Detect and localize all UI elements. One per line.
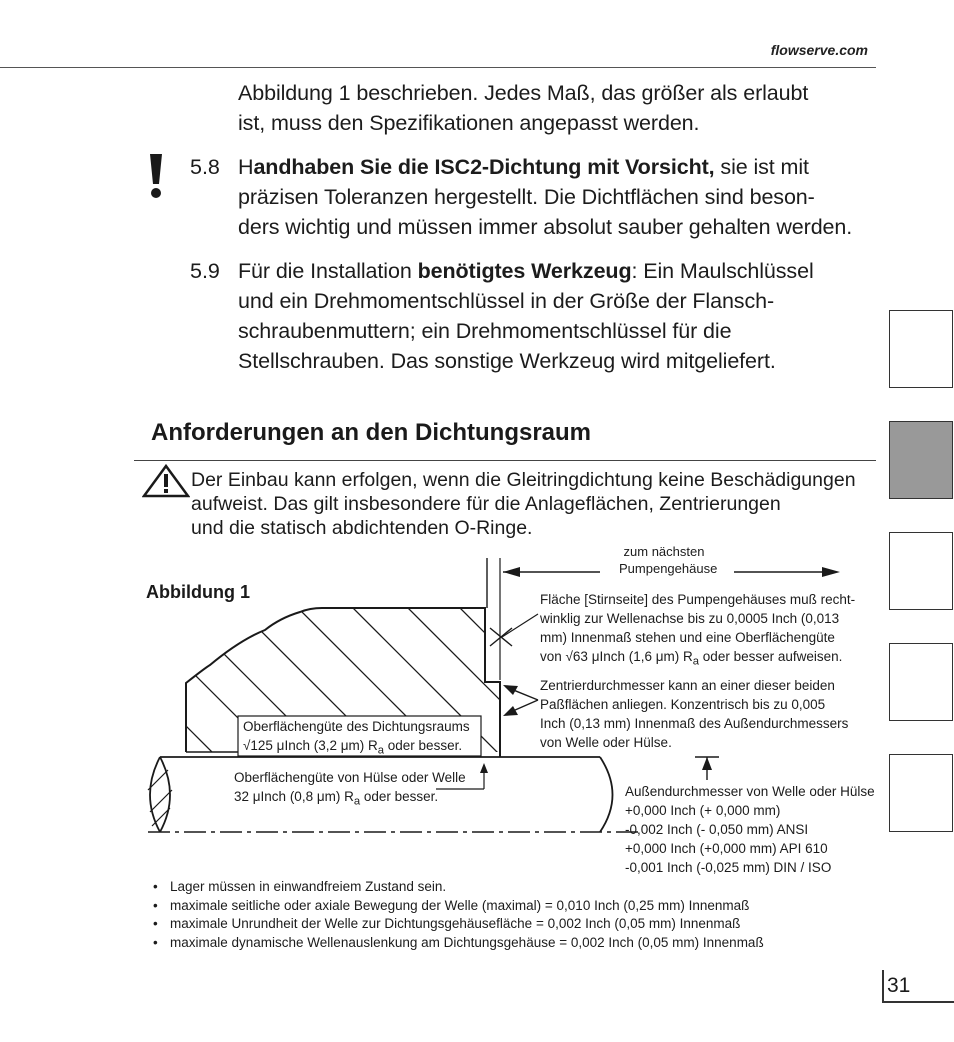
callout-line: Oberflächengüte des Dichtungsraums xyxy=(243,719,470,734)
list-item: • Lager müssen in einwandfreiem Zustand sein. xyxy=(150,878,764,897)
ra-subscript: a xyxy=(353,795,361,808)
callout-text: √125 μInch (3,2 μm) R xyxy=(243,738,378,753)
section-heading: Anforderungen an den Dichtungsraum xyxy=(151,419,592,446)
header-site: flowserve.com xyxy=(770,42,868,58)
warning-line: und die statisch abdichtenden O-Ringe. xyxy=(191,517,533,539)
item-line: Stellschrauben. Das sonstige Werkzeug wird mitgeliefert. xyxy=(238,349,776,373)
pump-housing-label xyxy=(619,543,718,577)
ra-subscript: a xyxy=(377,744,385,757)
face-callout xyxy=(540,590,855,672)
item-line: und ein Drehmomentschlüssel in der Größe der Flansch- xyxy=(238,289,775,313)
lead-bold: andhaben Sie die ISC2-Dichtung mit Vorsicht, xyxy=(253,155,715,179)
callout-line: Zentrierdurchmesser kann an einer dieser beiden xyxy=(540,678,835,693)
intro-line: Abbildung 1 beschrieben. Jedes Maß, das größer als erlaubt xyxy=(238,81,809,105)
callout-line: mm) Innenmaß stehen und eine Oberflächengüte xyxy=(540,630,835,645)
side-tab xyxy=(889,532,953,610)
callout-text: oder besser. xyxy=(384,738,463,753)
callout-line: +0,000 Inch (+0,000 mm) API 610 xyxy=(625,841,828,856)
requirements-list xyxy=(150,878,764,952)
callout-line: winklig zur Wellenachse bis zu 0,0005 Inch (0,013 xyxy=(540,611,840,626)
callout-line: -0,001 Inch (-0,025 mm) DIN / ISO xyxy=(625,860,832,875)
tools-bold: benötigtes Werkzeug xyxy=(417,259,632,283)
list-item: • maximale Unrundheit der Welle zur Dichtungsgehäusefläche = 0,002 Inch (0,05 mm) Innenmaß xyxy=(150,915,764,934)
callout-line: -0,002 Inch (- 0,050 mm) ANSI xyxy=(625,822,809,837)
side-tab xyxy=(889,310,953,388)
callout-line: Außendurchmesser von Welle oder Hülse xyxy=(625,784,875,799)
callout-line xyxy=(540,647,855,672)
page-number: 31 xyxy=(887,974,911,997)
callout-line xyxy=(234,787,466,812)
callout-line xyxy=(243,736,470,761)
centering-callout xyxy=(540,676,848,752)
figure-label: Abbildung 1 xyxy=(146,582,250,602)
ra-subscript: a xyxy=(692,655,700,668)
callout-text: oder besser aufweisen. xyxy=(699,649,843,664)
callout-line: Paßflächen anliegen. Konzentrisch bis zu 0,005 xyxy=(540,697,826,712)
pump-housing-line: zum nächsten xyxy=(623,544,705,559)
callout-text: von √63 μInch (1,6 μm) R xyxy=(540,649,693,664)
page-number-rule xyxy=(882,1001,954,1003)
list-item: • maximale seitliche oder axiale Bewegung der Welle (maximal) = 0,010 Inch (0,25 mm) Innenmaß xyxy=(150,897,764,916)
item-line: präzisen Toleranzen hergestellt. Die Dichtflächen sind beson- xyxy=(238,185,815,209)
item-line: schraubenmuttern; ein Drehmomentschlüssel für die xyxy=(238,319,732,343)
callout-line: Oberflächengüte von Hülse oder Welle xyxy=(234,770,466,785)
side-tab xyxy=(889,754,953,832)
side-tab-active xyxy=(889,421,953,499)
warning-line: aufweist. Das gilt insbesondere für die Anlageflächen, Zentrierungen xyxy=(191,493,781,515)
shaft-right-break xyxy=(600,757,613,832)
intro-line: ist, muss den Spezifikationen angepasst werden. xyxy=(238,111,700,135)
item-number: 5.8 xyxy=(190,155,220,179)
callout-line: von Welle oder Hülse. xyxy=(540,735,672,750)
bore-finish-callout xyxy=(243,717,470,761)
line-rest: sie ist mit xyxy=(714,155,809,179)
sleeve-finish-callout xyxy=(234,768,466,812)
warning-line: Der Einbau kann erfolgen, wenn die Gleitringdichtung keine Beschädigungen xyxy=(191,469,856,491)
list-item: • maximale dynamische Wellenauslenkung am Dichtungsgehäuse = 0,002 Inch (0,05 mm) Innenmaß xyxy=(150,934,764,953)
callout-text: 32 μInch (0,8 μm) R xyxy=(234,789,354,804)
line-post: : Ein Maulschlüssel xyxy=(631,259,814,283)
line-pre: Für die Installation xyxy=(238,259,418,283)
item-line: ders wichtig und müssen immer absolut sauber gehalten werden. xyxy=(238,215,853,239)
callout-line: Fläche [Stirnseite] des Pumpengehäuses muß recht- xyxy=(540,592,856,607)
callout-line: +0,000 Inch (+ 0,000 mm) xyxy=(625,803,781,818)
item-number: 5.9 xyxy=(190,259,220,283)
pump-housing-line: Pumpengehäuse xyxy=(619,561,718,576)
outer-diameter-callout xyxy=(625,782,875,877)
page-number-rule xyxy=(882,970,884,1002)
callout-text: oder besser. xyxy=(360,789,439,804)
lead-letter: H xyxy=(238,155,254,179)
side-tab xyxy=(889,643,953,721)
callout-line: Inch (0,13 mm) Innenmaß des Außendurchmessers xyxy=(540,716,849,731)
